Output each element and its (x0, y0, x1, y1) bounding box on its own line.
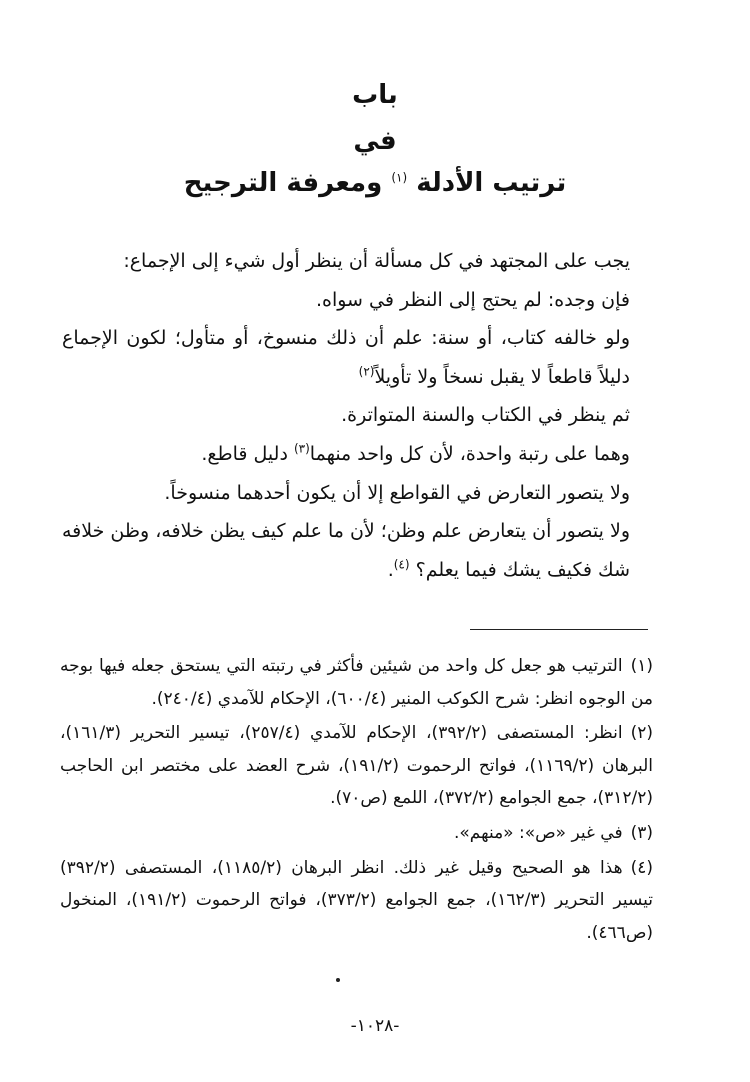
page-number: -١٠٢٨- (350, 1016, 400, 1036)
paragraph-7-text: ولا يتصور أن يتعارض علم وظن؛ لأن ما علم كيف يظن خلافه، وظن خلافه شك فكيف يشك فيما يعلم؟ (62, 520, 630, 581)
paragraph-1: يجب على المجتهد في كل مسألة أن ينظر أول شيء إلى الإجماع: (123, 250, 630, 272)
footnote-ref-1: (١) (391, 170, 408, 185)
paragraph-5-text-b: دليل قاطع. (201, 442, 294, 465)
footnote-2-text: انظر: المستصفى (٣٩٢/٢)، الإحكام للآمدي (٢٥٧/٤)، تيسير التحرير (١٦١/٣)، البرهان (١١٦٩/٢)، فواتح الرحموت (١٩١/٢)، شرح العضد على مختصر ابن الحاجب (٣١٢/٢)، جمع الجوامع (٣٧٢/٢)، اللمع (ص٧٠). (60, 723, 653, 809)
footnote-divider (470, 629, 648, 630)
chapter-title-part2: ومعرفة الترجيح (183, 168, 392, 198)
footnote-3 (60, 817, 653, 850)
paragraph-3-text: ولو خالفه كتاب، أو سنة: علم أن ذلك منسوخ، أو متأول؛ لكون الإجماع دليلاً قاطعاً لا يقبل نسخاً ولا تأويلاً (62, 327, 630, 388)
chapter-heading-bab: باب (352, 80, 398, 110)
footnote-ref-2: (٢) (358, 364, 375, 379)
footnote-1 (60, 650, 653, 715)
stray-mark (336, 978, 340, 982)
footnote-ref-3: (٣) (293, 441, 310, 456)
paragraph-3 (62, 319, 630, 396)
footnote-3-text: في غير «ص»: «منهم». (453, 822, 623, 843)
paragraph-7 (62, 512, 630, 589)
chapter-title (0, 168, 750, 198)
paragraph-5 (62, 435, 630, 474)
footnote-4-text: هذا هو الصحيح وقيل غير ذلك. انظر البرهان (١١٨٥/٢)، المستصفى (٣٩٢/٢) تيسير التحرير (١٦٢/٣)، جمع الجوامع (٣٧٣/٢)، فواتح الرحموت (١٩١/٢)، المنخول (ص٤٦٦). (60, 857, 653, 943)
footnotes-section (60, 650, 653, 951)
paragraph-6: ولا يتصور التعارض في القواطع إلا أن يكون أحدهما منسوخاً. (164, 481, 630, 504)
footnote-4-number: (٤) (630, 857, 653, 878)
paragraph-7-end: . (387, 558, 394, 581)
footnote-4 (60, 852, 653, 950)
paragraph-2: فإن وجده: لم يحتج إلى النظر في سواه. (315, 288, 630, 311)
footnote-2 (60, 717, 653, 815)
footnote-ref-4: (٤) (393, 557, 410, 572)
main-text (62, 242, 630, 589)
footnote-2-number: (٢) (630, 723, 653, 744)
footnote-3-number: (٣) (630, 822, 653, 843)
paragraph-5-text-a: وهما على رتبة واحدة، لأن كل واحد منهما (309, 442, 630, 465)
footnote-1-text: الترتيب هو جعل كل واحد من شيئين فأكثر في رتبته التي يستحق جعله فيها بوجه من الوجوه انظر: شرح الكوكب المنير (٦٠٠/٤)، الإحكام للآمدي (٢٤٠/٤). (60, 656, 653, 709)
paragraph-4: ثم ينظر في الكتاب والسنة المتواترة. (341, 404, 630, 427)
chapter-title-part1: ترتيب الأدلة (407, 168, 567, 198)
footnote-1-number: (١) (630, 656, 653, 676)
chapter-heading-fi: في (353, 126, 397, 156)
